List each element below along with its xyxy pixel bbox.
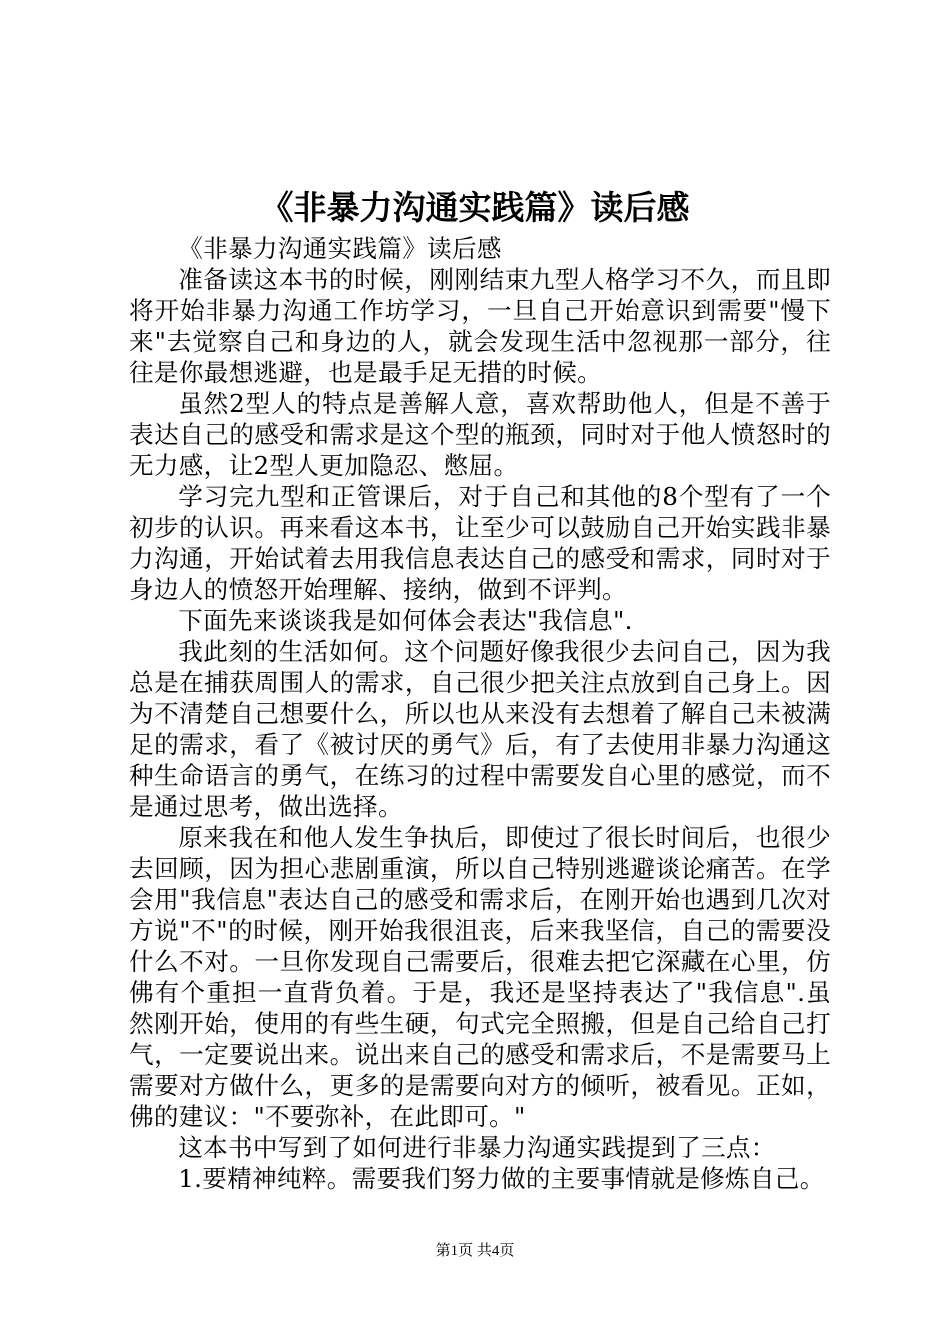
paragraph: 1.要精神纯粹。需要我们努力做的主要事情就是修炼自己。 (178, 1164, 825, 1193)
paragraph: 准备读这本书的时候，刚刚结束九型人格学习不久，而且即将开始非暴力沟通工作坊学习，一旦自己开始意识到需要"慢下来"去觉察自己和身边的人，就会发现生活中忽视那一部分，往往是你最想逃避，也是最手足无措的时候。 (129, 265, 831, 387)
paragraph: 《非暴力沟通实践篇》读后感 (178, 234, 502, 263)
page-number: 第1页 共4页 (435, 1243, 515, 1259)
paragraph: 我此刻的生活如何。这个问题好像我很少去问自己，因为我总是在捕获周围人的需求，自己很少把关注点放到自己身上。因为不清楚自己想要什么，所以也从来没有去想着了解自己未被满足的需求，看了《被讨厌的勇气》后，有了去使用非暴力沟通这种生命语言的勇气，在练习的过程中需要发自心里的感觉，而不是通过思考，做出选择。 (129, 637, 831, 821)
paragraph: 下面先来谈谈我是如何体会表达"我信息". (178, 606, 633, 635)
document-title: 《非暴力沟通实践篇》读后感 (260, 188, 690, 227)
paragraph: 虽然2型人的特点是善解人意，喜欢帮助他人，但是不善于表达自己的感受和需求是这个型的瓶颈，同时对于他人愤怒时的无力感，让2型人更加隐忍、憋屈。 (129, 389, 831, 480)
paragraph: 这本书中写到了如何进行非暴力沟通实践提到了三点： (178, 1133, 776, 1162)
page-footer (0, 1240, 950, 1262)
document-body (129, 233, 831, 1194)
paragraph: 学习完九型和正管课后，对于自己和其他的8个型有了一个初步的认识。再来看这本书，让至少可以鼓励自己开始实践非暴力沟通，开始试着去用我信息表达自己的感受和需求，同时对于身边人的愤怒开始理解、接纳，做到不评判。 (129, 482, 831, 604)
paragraph: 原来我在和他人发生争执后，即使过了很长时间后，也很少去回顾，因为担心悲剧重演，所以自己特别逃避谈论痛苦。在学会用"我信息"表达自己的感受和需求后，在刚开始也遇到几次对方说"不"的时候，刚开始我很沮丧，后来我坚信，自己的需要没什么不对。一旦你发现自己需要后，很难去把它深藏在心里，仿佛有个重担一直背负着。于是，我还是坚持表达了"我信息".虽然刚开始，使用的有些生硬，句式完全照搬，但是自己给自己打气，一定要说出来。说出来自己的感受和需求后，不是需要马上需要对方做什么，更多的是需要向对方的倾听，被看见。正如，佛的建议："不要弥补，在此即可。" (129, 823, 831, 1131)
